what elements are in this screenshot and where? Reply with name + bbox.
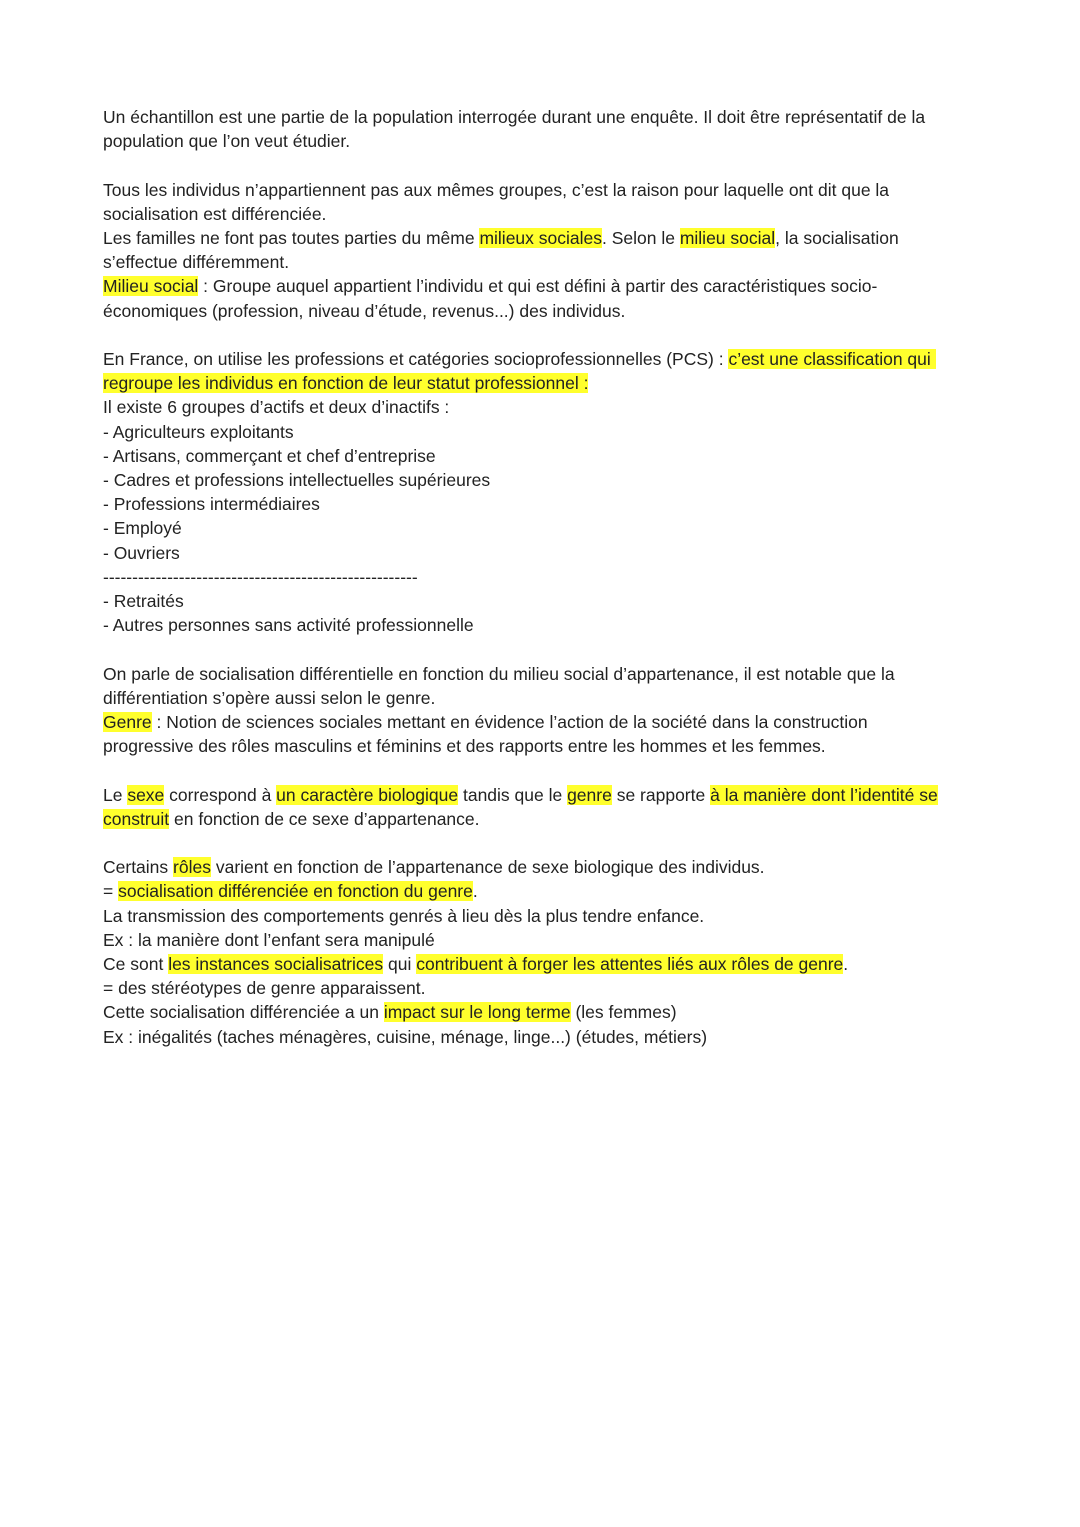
paragraph-gap bbox=[103, 637, 980, 661]
highlighted-text: un caractère biologique bbox=[276, 784, 459, 805]
highlighted-text: construit bbox=[103, 808, 170, 829]
highlighted-text: regroupe les individus en fonction de leur statut professionnel : bbox=[103, 373, 589, 394]
text-line bbox=[103, 565, 980, 589]
text-run: - Retraités bbox=[103, 591, 184, 612]
text-line bbox=[103, 541, 980, 565]
text-run: se rapporte bbox=[611, 784, 711, 805]
highlighted-text: Genre bbox=[103, 712, 152, 733]
highlighted-text: impact sur le long terme bbox=[383, 1002, 571, 1023]
text-run: Les familles ne font pas toutes parties du même bbox=[103, 228, 480, 248]
text-run: - Cadres et professions intellectuelles supérieures bbox=[103, 470, 491, 491]
text-run: - Employé bbox=[103, 518, 182, 539]
text-line bbox=[103, 855, 980, 879]
text-run: Ex : la manière dont l’enfant sera manipulé bbox=[103, 929, 435, 950]
text-line bbox=[103, 734, 980, 758]
text-run: - Artisans, commerçant et chef d’entreprise bbox=[103, 445, 436, 466]
paragraph-roles bbox=[103, 855, 980, 1049]
text-line bbox=[103, 250, 980, 274]
text-line bbox=[103, 202, 980, 226]
text-run: économiques (profession, niveau d’étude, revenus...) des individus. bbox=[103, 300, 626, 321]
text-line bbox=[103, 226, 980, 250]
highlighted-text: à la manière dont l’identité se bbox=[710, 784, 938, 805]
text-line bbox=[103, 904, 980, 928]
text-run: = bbox=[103, 881, 119, 902]
text-run: varient en fonction de l’appartenance de sexe biologique des individus. bbox=[210, 857, 765, 878]
text-run: s’effectue différemment. bbox=[103, 252, 290, 273]
paragraph-echantillon bbox=[103, 105, 980, 153]
text-run: , la socialisation bbox=[775, 228, 899, 248]
text-run: progressive des rôles masculins et féminins et des rapports entre les hommes et les femmes. bbox=[103, 736, 826, 757]
text-line bbox=[103, 492, 980, 516]
text-run: = des stéréotypes de genre apparaissent. bbox=[103, 978, 426, 999]
paragraph-gap bbox=[103, 153, 980, 177]
text-run: Ex : inégalités (taches ménagères, cuisine, ménage, linge...) (études, métiers) bbox=[103, 1026, 708, 1047]
text-run: - Agriculteurs exploitants bbox=[103, 421, 294, 442]
text-run: population que l’on veut étudier. bbox=[103, 131, 351, 152]
highlighted-text: milieux sociales bbox=[479, 228, 602, 248]
text-line bbox=[103, 928, 980, 952]
text-line bbox=[103, 468, 980, 492]
text-line bbox=[103, 129, 980, 153]
text-run: différentiation s’opère aussi selon le genre. bbox=[103, 687, 436, 708]
text-run: Il existe 6 groupes d’actifs et deux d’inactifs : bbox=[103, 397, 450, 418]
text-line bbox=[103, 952, 980, 976]
text-run: : Notion de sciences sociales mettant en évidence l’action de la société dans la construction bbox=[151, 712, 868, 733]
text-run: - Professions intermédiaires bbox=[103, 494, 320, 515]
text-run: En France, on utilise les professions et catégories socioprofessionnelles (PCS) : bbox=[103, 349, 729, 369]
text-line bbox=[103, 420, 980, 444]
text-line bbox=[103, 613, 980, 637]
text-run: Ce sont bbox=[103, 954, 169, 975]
text-run: (les femmes) bbox=[570, 1002, 677, 1023]
text-line bbox=[103, 105, 980, 129]
text-run: : Groupe auquel appartient l’individu et qui est défini à partir des caractéristiques socio- bbox=[198, 276, 878, 297]
text-line bbox=[103, 879, 980, 903]
text-run: . bbox=[843, 954, 849, 975]
paragraph-genre bbox=[103, 662, 980, 759]
text-run: Tous les individus n’appartiennent pas aux mêmes groupes, c’est la raison pour laquelle ont dit que la bbox=[103, 179, 890, 200]
text-line bbox=[103, 976, 980, 1000]
text-line bbox=[103, 589, 980, 613]
text-run: Un échantillon est une partie de la population interrogée durant une enquête. Il doit être représentatif de la bbox=[103, 107, 926, 127]
text-line bbox=[103, 444, 980, 468]
highlighted-text: milieu social bbox=[679, 228, 776, 248]
text-line bbox=[103, 347, 980, 371]
highlighted-text: c’est une classification qui bbox=[728, 349, 936, 369]
text-run: en fonction de ce sexe d’appartenance. bbox=[169, 808, 480, 829]
text-line bbox=[103, 662, 980, 686]
highlighted-text: contribuent à forger les attentes liés aux rôles de genre bbox=[416, 954, 844, 975]
paragraph-milieu-social bbox=[103, 178, 980, 323]
text-run: . bbox=[472, 881, 478, 902]
text-line bbox=[103, 807, 980, 831]
text-line bbox=[103, 395, 980, 419]
paragraph-gap bbox=[103, 831, 980, 855]
text-line bbox=[103, 783, 980, 807]
text-line bbox=[103, 178, 980, 202]
text-line bbox=[103, 371, 980, 395]
text-line bbox=[103, 686, 980, 710]
text-run: qui bbox=[383, 954, 417, 975]
highlighted-text: socialisation différenciée en fonction du genre bbox=[118, 881, 473, 902]
text-run: correspond à bbox=[164, 784, 277, 805]
text-run: - Autres personnes sans activité professionnelle bbox=[103, 615, 474, 636]
text-line bbox=[103, 1025, 980, 1049]
text-line bbox=[103, 710, 980, 734]
paragraph-sexe bbox=[103, 783, 980, 831]
text-run: - Ouvriers bbox=[103, 542, 180, 563]
text-run: La transmission des comportements genrés à lieu dès la plus tendre enfance. bbox=[103, 905, 705, 926]
text-run: Cette socialisation différenciée a un bbox=[103, 1002, 384, 1023]
text-run: ------------------------------------------------------ bbox=[103, 566, 418, 587]
paragraph-pcs bbox=[103, 347, 980, 637]
text-run: . Selon le bbox=[602, 228, 680, 248]
text-run: Certains bbox=[103, 857, 174, 878]
highlighted-text: sexe bbox=[127, 784, 165, 805]
paragraph-gap bbox=[103, 323, 980, 347]
text-run: Le bbox=[103, 784, 128, 805]
text-line bbox=[103, 516, 980, 540]
text-line bbox=[103, 299, 980, 323]
highlighted-text: les instances socialisatrices bbox=[168, 954, 384, 975]
highlighted-text: rôles bbox=[173, 857, 211, 878]
text-run: socialisation est différenciée. bbox=[103, 203, 327, 224]
highlighted-text: Milieu social bbox=[103, 276, 199, 297]
text-run: On parle de socialisation différentielle en fonction du milieu social d’appartenance, il est notable que la bbox=[103, 663, 895, 684]
text-line bbox=[103, 1000, 980, 1024]
paragraph-gap bbox=[103, 758, 980, 782]
text-line bbox=[103, 274, 980, 298]
highlighted-text: genre bbox=[567, 784, 612, 805]
text-run: tandis que le bbox=[458, 784, 568, 805]
